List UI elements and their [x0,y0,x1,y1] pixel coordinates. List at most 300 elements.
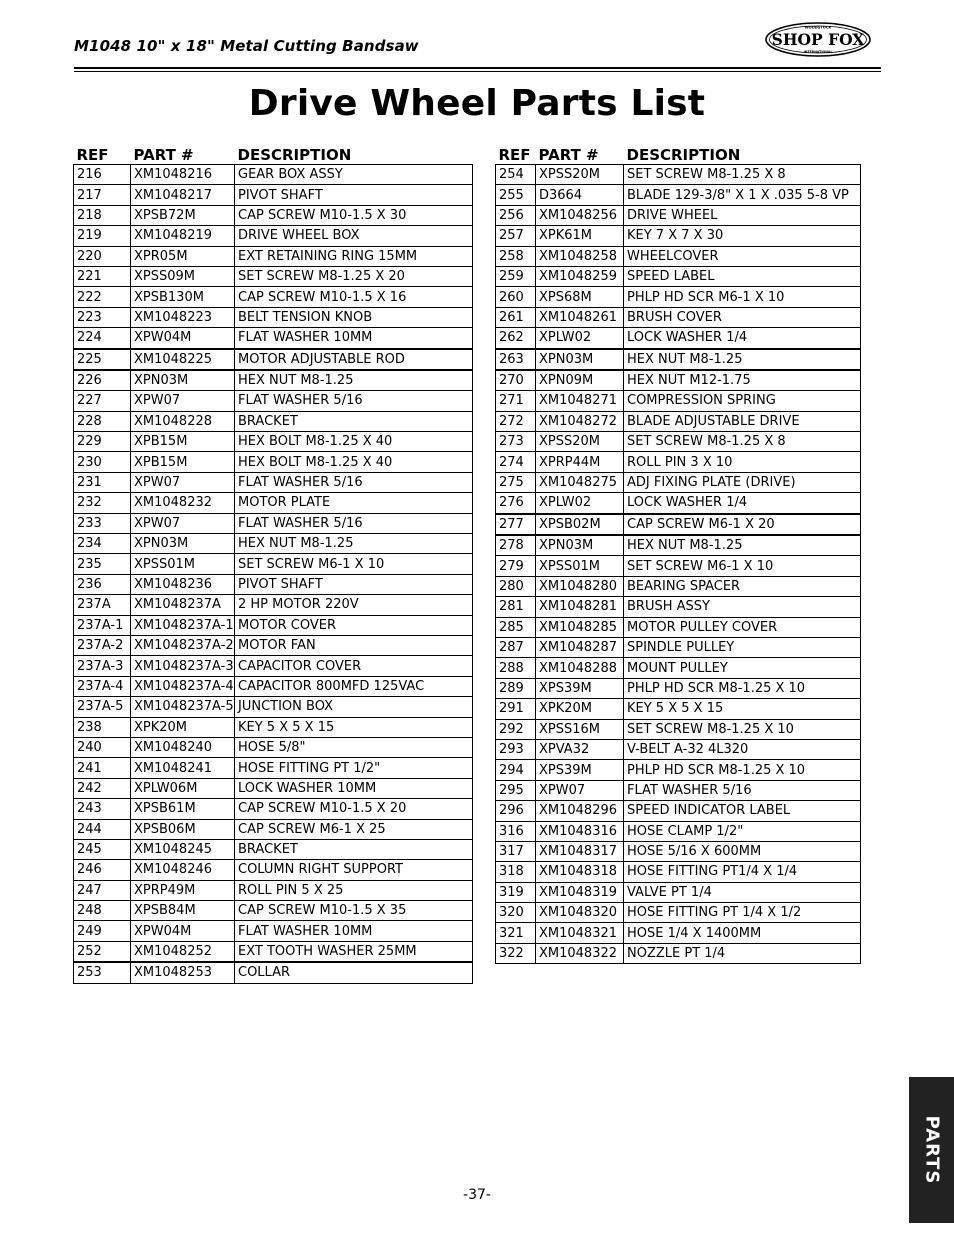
table-row [496,185,861,205]
table-row [496,205,861,225]
part-number-cell: XM1048320 [536,903,624,923]
description-cell: FLAT WASHER 10MM [235,328,473,349]
table-row [496,597,861,617]
table-row [496,287,861,307]
table-row [74,185,473,205]
table-row [74,307,473,327]
description-cell: HOSE FITTING PT 1/2" [235,758,473,778]
description-cell: FLAT WASHER 5/16 [235,513,473,533]
table-row [496,493,861,514]
description-cell: EXT TOOTH WASHER 25MM [235,941,473,962]
description-cell: HEX NUT M8-1.25 [235,370,473,391]
part-number-cell: XM1048236 [131,574,235,594]
description-cell: HOSE 5/8" [235,737,473,757]
ref-cell: 270 [496,370,536,391]
description-cell: BEARING SPACER [624,576,861,596]
ref-cell: 228 [74,411,131,431]
table-row [74,391,473,411]
table-row [74,432,473,452]
part-number-cell: XM1048285 [536,617,624,637]
part-number-cell: XM1048318 [536,862,624,882]
ref-cell: 237A [74,595,131,615]
description-cell: HOSE 1/4 X 1400MM [624,923,861,943]
part-number-cell: XM1048232 [131,493,235,513]
table-row [496,658,861,678]
description-cell: HOSE CLAMP 1/2" [624,821,861,841]
ref-cell: 262 [496,328,536,349]
part-number-cell: XPK20M [536,699,624,719]
description-cell: CAPACITOR COVER [235,656,473,676]
description-cell: JUNCTION BOX [235,697,473,717]
part-number-cell: XPSB02M [536,514,624,535]
description-cell: PHLP HD SCR M8-1.25 X 10 [624,760,861,780]
table-row [496,882,861,902]
description-cell: BLADE ADJUSTABLE DRIVE [624,411,861,431]
description-cell: NOZZLE PT 1/4 [624,943,861,963]
description-cell: HEX NUT M8-1.25 [235,534,473,554]
part-number-cell: XPK61M [536,226,624,246]
table-row [74,349,473,370]
table-row [496,841,861,861]
table-row [496,923,861,943]
description-cell: WHEELCOVER [624,246,861,266]
description-cell: MOTOR FAN [235,635,473,655]
ref-cell: 237A-3 [74,656,131,676]
description-cell: FLAT WASHER 10MM [235,921,473,941]
table-row [74,880,473,900]
description-cell: FLAT WASHER 5/16 [624,780,861,800]
description-header: DESCRIPTION [626,146,741,164]
part-number-cell: XPK20M [131,717,235,737]
table-row [496,452,861,472]
ref-cell: 259 [496,266,536,286]
description-cell: COLLAR [235,962,473,983]
ref-cell: 280 [496,576,536,596]
part-number-cell: XPSS09M [131,266,235,286]
ref-cell: 249 [74,921,131,941]
logo-text: SHOP FOX [771,30,865,49]
part-number-cell: XPS39M [536,678,624,698]
table-row [496,801,861,821]
table-row [496,165,861,185]
ref-cell: 237A-4 [74,676,131,696]
ref-cell: 260 [496,287,536,307]
description-cell: HEX NUT M8-1.25 [624,349,861,370]
part-number-cell: XPB15M [131,452,235,472]
ref-cell: 220 [74,246,131,266]
table-row [74,287,473,307]
ref-cell: 291 [496,699,536,719]
description-cell: MOTOR COVER [235,615,473,635]
ref-cell: 278 [496,535,536,556]
ref-cell: 224 [74,328,131,349]
ref-cell: 243 [74,799,131,819]
part-number-cell: XM1048281 [536,597,624,617]
ref-header: REF [76,146,109,164]
part-number-cell: XPSB72M [131,205,235,225]
description-cell: SET SCREW M6-1 X 10 [624,556,861,576]
description-cell: HEX BOLT M8-1.25 X 40 [235,432,473,452]
ref-cell: 231 [74,472,131,492]
description-cell: CAP SCREW M10-1.5 X 16 [235,287,473,307]
table-row [496,862,861,882]
part-number-cell: XPS39M [536,760,624,780]
table-row [74,534,473,554]
description-cell: MOTOR PLATE [235,493,473,513]
description-cell: ROLL PIN 5 X 25 [235,880,473,900]
table-row [74,656,473,676]
description-cell: SPEED INDICATOR LABEL [624,801,861,821]
ref-cell: 281 [496,597,536,617]
table-row [496,678,861,698]
description-cell: HOSE FITTING PT 1/4 X 1/2 [624,903,861,923]
part-number-cell: XPN03M [536,349,624,370]
table-row [74,901,473,921]
ref-cell: 235 [74,554,131,574]
ref-cell: 274 [496,452,536,472]
part-number-cell: XPSS01M [131,554,235,574]
description-cell: ADJ FIXING PLATE (DRIVE) [624,472,861,492]
table-header-row [74,142,473,165]
part-number-cell: XM1048252 [131,941,235,962]
part-number-cell: XM1048259 [536,266,624,286]
part-number-cell: XM1048245 [131,839,235,859]
part-number-cell: XPRP44M [536,452,624,472]
ref-cell: 229 [74,432,131,452]
part-number-cell: XM1048219 [131,226,235,246]
part-number-cell: XPSS01M [536,556,624,576]
ref-cell: 223 [74,307,131,327]
ref-cell: 247 [74,880,131,900]
table-row [496,535,861,556]
description-cell: KEY 7 X 7 X 30 [624,226,861,246]
description-cell: COMPRESSION SPRING [624,391,861,411]
page-number: -37- [463,1187,491,1203]
description-cell: SET SCREW M8-1.25 X 8 [624,432,861,452]
table-row [496,617,861,637]
part-number-cell: XM1048258 [536,246,624,266]
description-cell: BELT TENSION KNOB [235,307,473,327]
ref-cell: 245 [74,839,131,859]
ref-cell: 257 [496,226,536,246]
table-row [496,266,861,286]
ref-cell: 236 [74,574,131,594]
part-number-cell: XPW07 [536,780,624,800]
description-cell: MOUNT PULLEY [624,658,861,678]
part-number-cell: XM1048237A-3 [131,656,235,676]
table-row [496,328,861,349]
ref-cell: 296 [496,801,536,821]
description-cell: CAP SCREW M6-1 X 20 [624,514,861,535]
page-title: Drive Wheel Parts List [248,83,706,124]
ref-cell: 295 [496,780,536,800]
part-number-cell: XPSB130M [131,287,235,307]
ref-cell: 271 [496,391,536,411]
table-row [496,411,861,431]
description-cell: BRUSH COVER [624,307,861,327]
description-cell: BRACKET [235,839,473,859]
ref-cell: 216 [74,165,131,185]
ref-cell: 256 [496,205,536,225]
part-number-cell: XM1048296 [536,801,624,821]
table-row [74,370,473,391]
part-number-cell: XM1048287 [536,637,624,657]
ref-cell: 230 [74,452,131,472]
part-number-cell: XM1048237A-1 [131,615,235,635]
table-row [74,328,473,349]
part-number-cell: XPW07 [131,513,235,533]
table-row [74,697,473,717]
part-number-cell: XM1048319 [536,882,624,902]
logo-small-text-bottom: INTERNATIONAL [803,50,833,54]
table-row [74,226,473,246]
description-cell: CAP SCREW M10-1.5 X 20 [235,799,473,819]
ref-cell: 252 [74,941,131,962]
part-number-cell: XM1048271 [536,391,624,411]
part-number-cell: XM1048223 [131,307,235,327]
part-number-cell: XPN03M [131,534,235,554]
description-cell: ROLL PIN 3 X 10 [624,452,861,472]
logo-small-text-top: WOODSTOCK [804,25,832,30]
table-row [496,370,861,391]
ref-cell: 275 [496,472,536,492]
ref-cell: 242 [74,778,131,798]
ref-cell: 321 [496,923,536,943]
ref-cell: 258 [496,246,536,266]
table-row [74,921,473,941]
table-row [496,576,861,596]
ref-cell: 255 [496,185,536,205]
part-number-cell: XPSS20M [536,165,624,185]
part-number-cell: XPRP49M [131,880,235,900]
description-cell: LOCK WASHER 1/4 [624,328,861,349]
part-number-cell: XM1048217 [131,185,235,205]
description-cell: 2 HP MOTOR 220V [235,595,473,615]
description-cell: EXT RETAINING RING 15MM [235,246,473,266]
description-cell: DRIVE WHEEL [624,205,861,225]
part-number-cell: XPSB61M [131,799,235,819]
ref-cell: 246 [74,860,131,880]
table-header-row [496,142,861,165]
table-row [496,637,861,657]
table-row [74,205,473,225]
description-cell: FLAT WASHER 5/16 [235,391,473,411]
ref-cell: 240 [74,737,131,757]
manual-title: M1048 10" x 18" Metal Cutting Bandsaw [74,37,419,55]
part-number-header: PART # [538,146,599,164]
ref-cell: 244 [74,819,131,839]
ref-cell: 273 [496,432,536,452]
description-cell: HEX NUT M8-1.25 [624,535,861,556]
description-cell: VALVE PT 1/4 [624,882,861,902]
part-number-cell: XM1048288 [536,658,624,678]
part-number-cell: XPLW02 [536,493,624,514]
ref-cell: 277 [496,514,536,535]
parts-table-left [73,142,473,984]
description-cell: COLUMN RIGHT SUPPORT [235,860,473,880]
ref-cell: 219 [74,226,131,246]
header-rule-thick [74,67,881,69]
description-cell: HEX BOLT M8-1.25 X 40 [235,452,473,472]
description-cell: BRACKET [235,411,473,431]
description-cell: SET SCREW M8-1.25 X 8 [624,165,861,185]
part-number-cell: XM1048228 [131,411,235,431]
part-number-cell: XM1048275 [536,472,624,492]
description-cell: CAP SCREW M10-1.5 X 30 [235,205,473,225]
table-row [74,246,473,266]
part-number-cell: XM1048246 [131,860,235,880]
table-row [74,778,473,798]
description-cell: V-BELT A-32 4L320 [624,739,861,759]
description-cell: MOTOR PULLEY COVER [624,617,861,637]
ref-cell: 272 [496,411,536,431]
part-number-cell: XPSS20M [536,432,624,452]
header-rule-thin [74,71,881,72]
description-cell: PIVOT SHAFT [235,574,473,594]
ref-cell: 294 [496,760,536,780]
part-number-cell: XM1048240 [131,737,235,757]
ref-cell: 293 [496,739,536,759]
part-number-cell: XM1048237A-5 [131,697,235,717]
part-number-cell: XM1048322 [536,943,624,963]
description-header: DESCRIPTION [237,146,352,164]
ref-cell: 289 [496,678,536,698]
description-cell: GEAR BOX ASSY [235,165,473,185]
ref-cell: 233 [74,513,131,533]
description-cell: LOCK WASHER 1/4 [624,493,861,514]
table-row [496,432,861,452]
part-number-cell: XM1048272 [536,411,624,431]
table-row [74,635,473,655]
table-row [74,962,473,983]
part-number-cell: XPW04M [131,921,235,941]
part-number-cell: XM1048321 [536,923,624,943]
description-cell: KEY 5 X 5 X 15 [235,717,473,737]
description-cell: HOSE 5/16 X 600MM [624,841,861,861]
ref-cell: 237A-2 [74,635,131,655]
ref-cell: 322 [496,943,536,963]
table-row [496,226,861,246]
ref-cell: 227 [74,391,131,411]
part-number-cell: XPS68M [536,287,624,307]
ref-cell: 254 [496,165,536,185]
ref-cell: 288 [496,658,536,678]
ref-cell: 276 [496,493,536,514]
part-number-cell: XPSS16M [536,719,624,739]
part-number-cell: XPSB84M [131,901,235,921]
part-number-cell: XM1048256 [536,205,624,225]
table-row [74,676,473,696]
table-row [74,574,473,594]
table-row [74,472,473,492]
description-cell: PHLP HD SCR M8-1.25 X 10 [624,678,861,698]
ref-cell: 253 [74,962,131,983]
description-cell: SET SCREW M8-1.25 X 20 [235,266,473,286]
description-cell: DRIVE WHEEL BOX [235,226,473,246]
description-cell: KEY 5 X 5 X 15 [624,699,861,719]
table-row [74,554,473,574]
ref-cell: 287 [496,637,536,657]
description-cell: HEX NUT M12-1.75 [624,370,861,391]
description-cell: HOSE FITTING PT1/4 X 1/4 [624,862,861,882]
table-row [496,943,861,963]
description-cell: CAPACITOR 800MFD 125VAC [235,676,473,696]
ref-cell: 319 [496,882,536,902]
ref-cell: 279 [496,556,536,576]
table-row [496,699,861,719]
ref-cell: 237A-1 [74,615,131,635]
table-row [74,165,473,185]
description-cell: SET SCREW M8-1.25 X 10 [624,719,861,739]
ref-cell: 261 [496,307,536,327]
parts-table-right [495,142,861,964]
table-row [74,758,473,778]
ref-cell: 285 [496,617,536,637]
ref-cell: 221 [74,266,131,286]
table-row [496,719,861,739]
ref-cell: 217 [74,185,131,205]
ref-cell: 222 [74,287,131,307]
ref-cell: 238 [74,717,131,737]
part-number-cell: XM1048241 [131,758,235,778]
table-row [74,513,473,533]
part-number-cell: XM1048225 [131,349,235,370]
table-row [74,737,473,757]
part-number-cell: XM1048253 [131,962,235,983]
description-cell: BLADE 129-3/8" X 1 X .035 5-8 VP [624,185,861,205]
ref-cell: 225 [74,349,131,370]
part-number-cell: D3664 [536,185,624,205]
table-row [496,307,861,327]
table-row [496,349,861,370]
description-cell: LOCK WASHER 10MM [235,778,473,798]
part-number-cell: XM1048237A-4 [131,676,235,696]
table-row [496,903,861,923]
description-cell: PIVOT SHAFT [235,185,473,205]
table-row [74,266,473,286]
part-number-cell: XM1048237A-2 [131,635,235,655]
ref-cell: 241 [74,758,131,778]
table-row [496,780,861,800]
table-row [74,819,473,839]
description-cell: FLAT WASHER 5/16 [235,472,473,492]
description-cell: SPINDLE PULLEY [624,637,861,657]
part-number-cell: XPN09M [536,370,624,391]
table-row [74,493,473,513]
part-number-cell: XPB15M [131,432,235,452]
part-number-cell: XM1048237A [131,595,235,615]
ref-cell: 248 [74,901,131,921]
part-number-cell: XM1048216 [131,165,235,185]
part-number-cell: XM1048261 [536,307,624,327]
table-row [74,941,473,962]
description-cell: CAP SCREW M6-1 X 25 [235,819,473,839]
table-row [74,860,473,880]
table-row [496,246,861,266]
part-number-cell: XPSB06M [131,819,235,839]
ref-cell: 317 [496,841,536,861]
table-row [74,615,473,635]
table-row [74,411,473,431]
part-number-cell: XPW04M [131,328,235,349]
ref-cell: 318 [496,862,536,882]
part-number-cell: XPLW06M [131,778,235,798]
part-number-cell: XPN03M [131,370,235,391]
part-number-cell: XPW07 [131,472,235,492]
description-cell: SPEED LABEL [624,266,861,286]
ref-cell: 226 [74,370,131,391]
part-number-cell: XM1048280 [536,576,624,596]
